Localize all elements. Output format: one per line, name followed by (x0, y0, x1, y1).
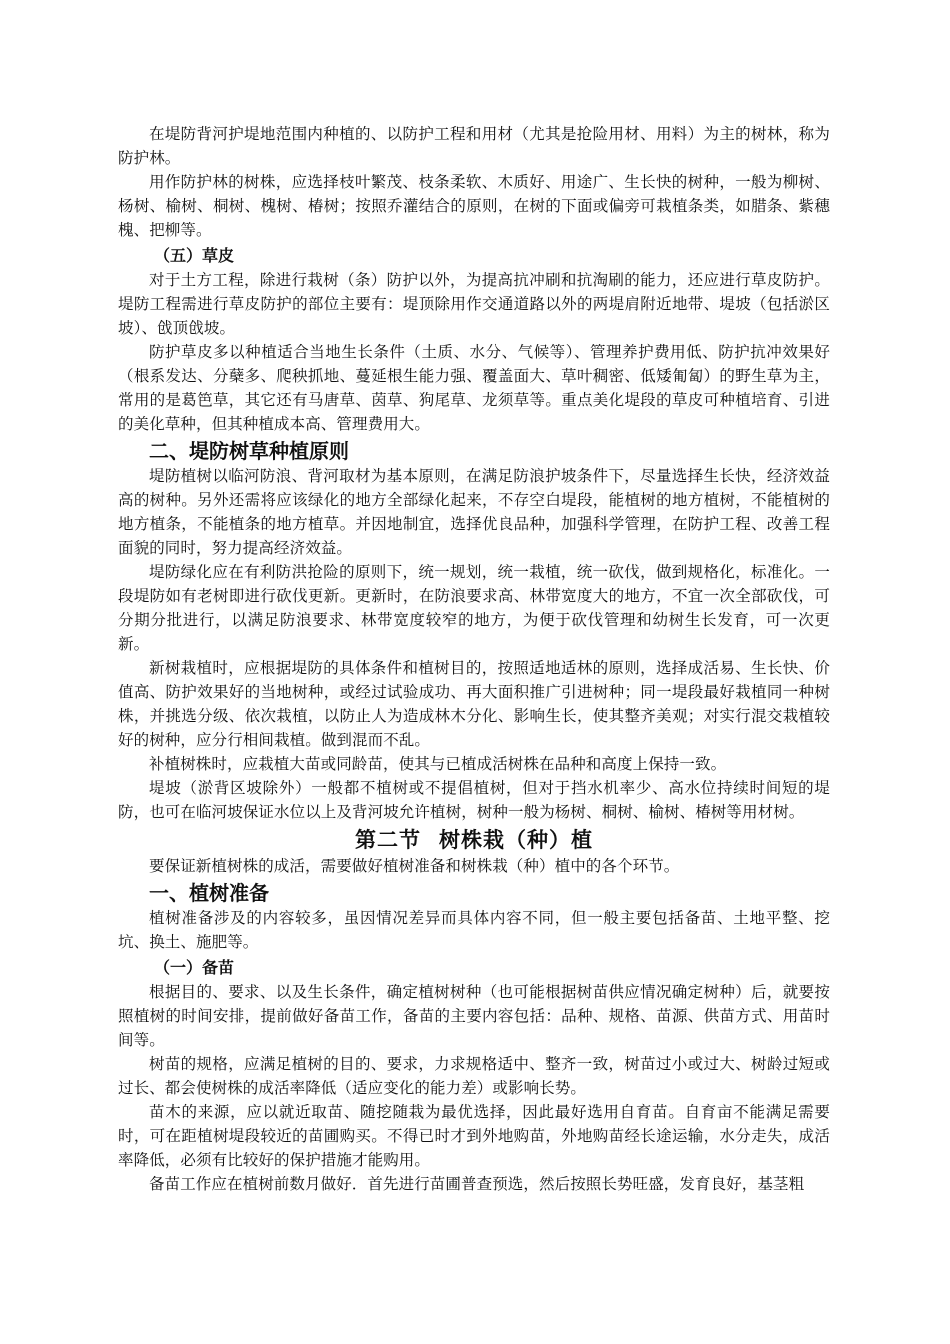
paragraph: 植树准备涉及的内容较多，虽因情况差异而具体内容不同，但一般主要包括备苗、土地平整、挖坑、换土、施肥等。 (118, 909, 830, 951)
heading-planting-principle: 二、堤防树草种植原则 (149, 439, 349, 463)
subheading-seedling: （一）备苗 (154, 958, 235, 977)
paragraph: 补植树株时，应栽植大苗或同龄苗，使其与已植成活树株在品种和高度上保持一致。 (149, 755, 727, 773)
paragraph: 对于土方工程，除进行栽树（条）防护以外，为提高抗冲刷和抗淘刷的能力，还应进行草皮防护。堤防工程需进行草皮防护的部位主要有：堤顶除用作交通道路以外的两堤肩附近地带、堤坡（包括淤区坡）、戗顶戗坡。 (118, 271, 830, 337)
paragraph: 要保证新植树株的成活，需要做好植树准备和树株栽（种）植中的各个环节。 (149, 857, 680, 875)
subheading-grass: （五）草皮 (154, 246, 235, 265)
paragraph: 苗木的来源，应以就近取苗、随挖随栽为最优选择，因此最好选用自育苗。自育亩不能满足需要时，可在距植树堤段较近的苗圃购买。不得已时才到外地购苗，外地购苗经长途运输，水分走失，成活率降低，必须有比较好的保护措施才能购用。 (118, 1103, 830, 1169)
paragraph: 用作防护林的树株，应选择枝叶繁茂、枝条柔软、木质好、用途广、生长快的树种，一般为柳树、杨树、榆树、桐树、槐树、椿树；按照乔灌结合的原则，在树的下面或偏旁可栽植条类，如腊条、紫穗槐、把柳等。 (118, 173, 830, 239)
paragraph: 堤防植树以临河防浪、背河取材为基本原则，在满足防浪护坡条件下，尽量选择生长快，经济效益高的树种。另外还需将应该绿化的地方全部绿化起来，不存空白堤段，能植树的地方植树，不能植树的地方植条，不能植条的地方植草。并因地制宜，选择优良品种，加强科学管理，在防护工程、改善工程面貌的同时，努力提高经济效益。 (118, 467, 830, 557)
paragraph: 根据目的、要求、以及生长条件，确定植树树种（也可能根据树苗供应情况确定树种）后，就要按照植树的时间安排，提前做好备苗工作，备苗的主要内容包括：品种、规格、苗源、供苗方式、用苗时间等。 (118, 983, 830, 1049)
paragraph: 树苗的规格，应满足植树的目的、要求，力求规格适中、整齐一致，树苗过小或过大、树龄过短或过长、都会使树株的成活率降低（适应变化的能力差）或影响长势。 (118, 1055, 830, 1097)
section-title (118, 826, 830, 854)
paragraph: 备苗工作应在植树前数月做好．首先进行苗圃普查预选，然后按照长势旺盛，发育良好，基茎粗 (149, 1175, 805, 1193)
section-name: 树株栽（种）植 (439, 828, 593, 852)
heading-planting-prep: 一、植树准备 (149, 881, 269, 905)
paragraph: 新树栽植时，应根据堤防的具体条件和植树目的，按照适地适林的原则，选择成活易、生长快、价值高、防护效果好的当地树种，或经过试验成功、再大面积推广引进树种；同一堤段最好栽植同一种树株，并挑选分级、依次栽植，以防止人为造成林木分化、影响生长，使其整齐美观；对实行混交栽植较好的树种，应分行相间栽植。做到混而不乱。 (118, 659, 830, 749)
paragraph: 堤坡（淤背区坡除外）一般都不植树或不提倡植树，但对于挡水机率少、高水位持续时间短的堤防，也可在临河坡保证水位以上及背河坡允许植树，树种一般为杨树、桐树、榆树、椿树等用材树。 (118, 779, 830, 821)
paragraph: 防护草皮多以种植适合当地生长条件（土质、水分、气候等）、管理养护费用低、防护抗冲效果好（根系发达、分蘖多、爬秧抓地、蔓延根生能力强、覆盖面大、草叶稠密、低矮匍匐）的野生草为主，常用的是葛笆草，其它还有马唐草、茵草、狗尾草、龙须草等。重点美化堤段的草皮可种植培育、引进的美化草种，但其种植成本高、管理费用大。 (118, 343, 830, 433)
document-body (118, 122, 830, 1196)
section-number: 第二节 (355, 828, 421, 852)
paragraph: 堤防绿化应在有利防洪抢险的原则下，统一规划，统一栽植，统一砍伐，做到规格化，标准化。一段堤防如有老树即进行砍伐更新。更新时，在防浪要求高、林带宽度大的地方，不宜一次全部砍伐，可分期分批进行，以满足防浪要求、林带宽度较窄的地方，为便于砍伐管理和幼树生长发育，可一次更新。 (118, 563, 830, 653)
paragraph: 在堤防背河护堤地范围内种植的、以防护工程和用材（尤其是抢险用材、用料）为主的树林，称为防护林。 (118, 125, 830, 167)
